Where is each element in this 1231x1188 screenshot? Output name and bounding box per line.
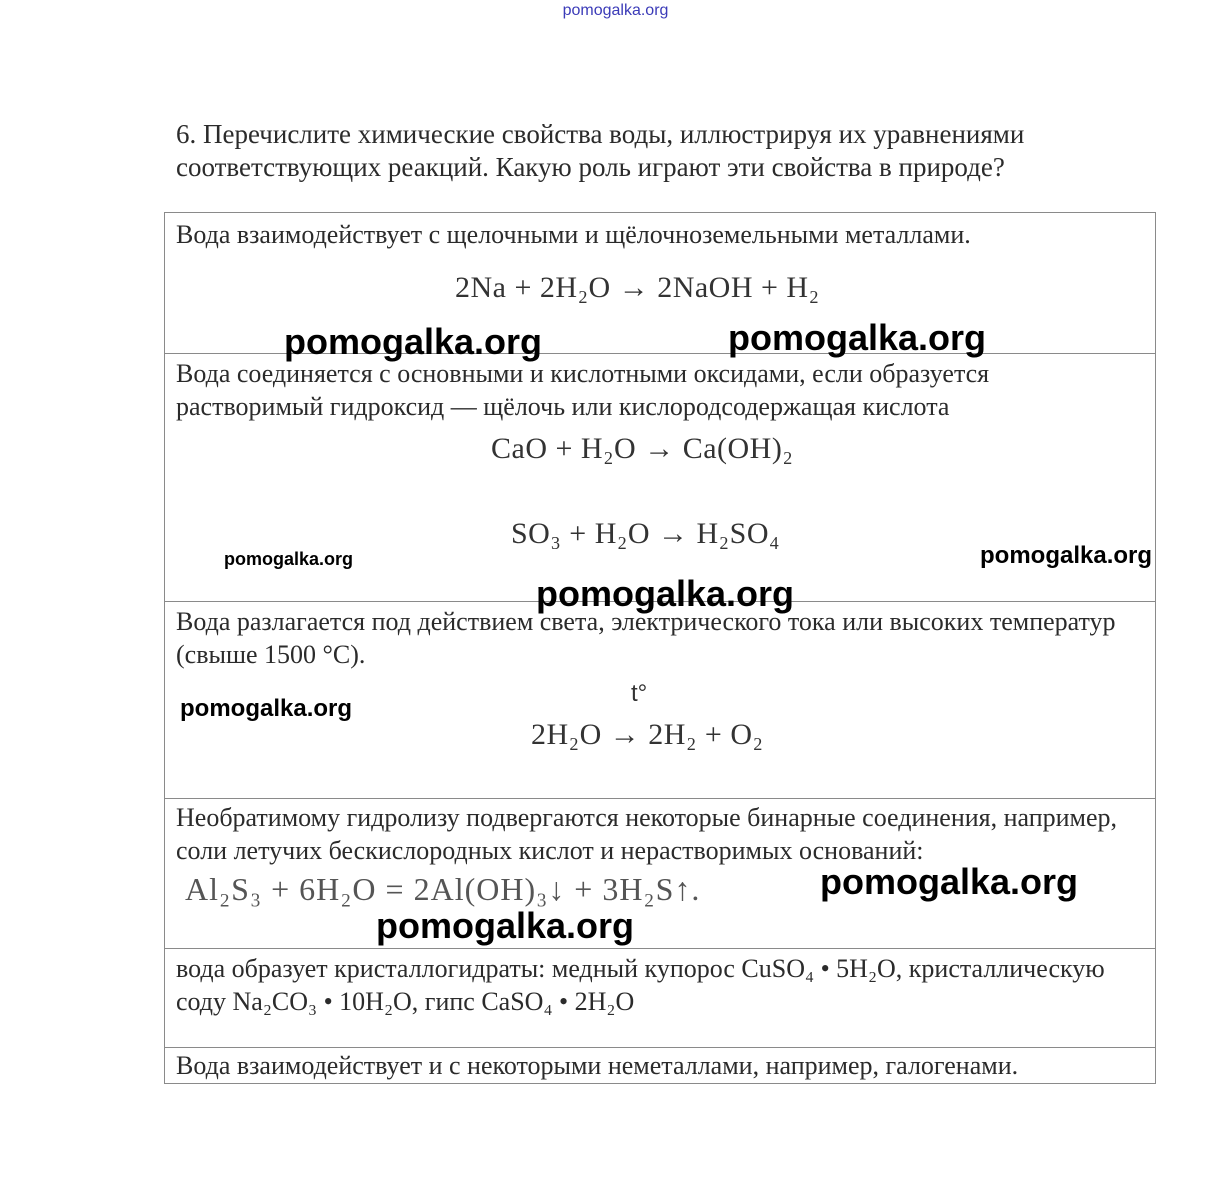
properties-table [164, 212, 1156, 1084]
equation-text: Al₂S₃ + 6H₂O = 2Al(OH)₃↓ + 3H₂S↑. [185, 871, 701, 907]
row-text: Вода соединяется с основными и кислотными оксидами, если образуется растворимый гидроксид — щёлочь или кислородсодержащая кислота [176, 359, 990, 421]
equation [455, 271, 820, 305]
equation-text: 2H₂O → 2H₂ + O₂ [531, 718, 764, 751]
watermark: pomogalka.org [224, 549, 354, 569]
table-row [165, 354, 1155, 614]
equation [531, 718, 763, 752]
equation-text: SO₃ + H₂O → H₂SO₄ [511, 517, 780, 550]
condition-label: t° [631, 680, 648, 707]
row-text: Вода взаимодействует и с некоторыми неметаллами, например, галогенами. [176, 1051, 1019, 1080]
row-text: вода образует кристаллогидраты: медный купорос CuSO₄ • 5H₂O, кристаллическую соду Na₂CO₃ • 10H₂O, гипс CaSO₄ • 2H₂O [176, 954, 1105, 1016]
equation [511, 517, 780, 551]
row-text: Необратимому гидролизу подвергаются некоторые бинарные соединения, например, соли летучих бескислородных кислот и нерастворимых оснований: [176, 803, 1118, 865]
table-row [165, 1048, 1155, 1083]
watermark: pomogalka.org [180, 695, 353, 722]
watermark: pomogalka.org [980, 542, 1153, 569]
watermark: pomogalka.org [536, 573, 795, 614]
row-text: Вода разлагается под действием света, электрического тока или высоких температур (свыше 1500 °С). [176, 607, 1116, 669]
watermark: pomogalka.org [820, 861, 1079, 902]
equation-text: CaO + H₂O → Ca(OH)₂ [491, 432, 794, 465]
watermark: pomogalka.org [728, 317, 987, 358]
table-row [165, 949, 1155, 1048]
equation [491, 432, 793, 466]
watermark: pomogalka.org [284, 321, 543, 362]
table-row [165, 602, 1155, 799]
row-text: Вода взаимодействует с щелочными и щёлочноземельными металлами. [176, 220, 971, 249]
watermark: pomogalka.org [376, 905, 635, 946]
table-row [165, 213, 1155, 362]
table-row [165, 799, 1155, 949]
equation [185, 871, 700, 908]
top-watermark[interactable]: pomogalka.org [562, 2, 669, 19]
equation-text: 2Na + 2H₂O → 2NaOH + H₂ [455, 271, 820, 304]
question-text: 6. Перечислите химические свойства воды, иллюстрируя их уравнениями соответствующих реакций. Какую роль играют эти свойства в природе? [176, 119, 1025, 182]
